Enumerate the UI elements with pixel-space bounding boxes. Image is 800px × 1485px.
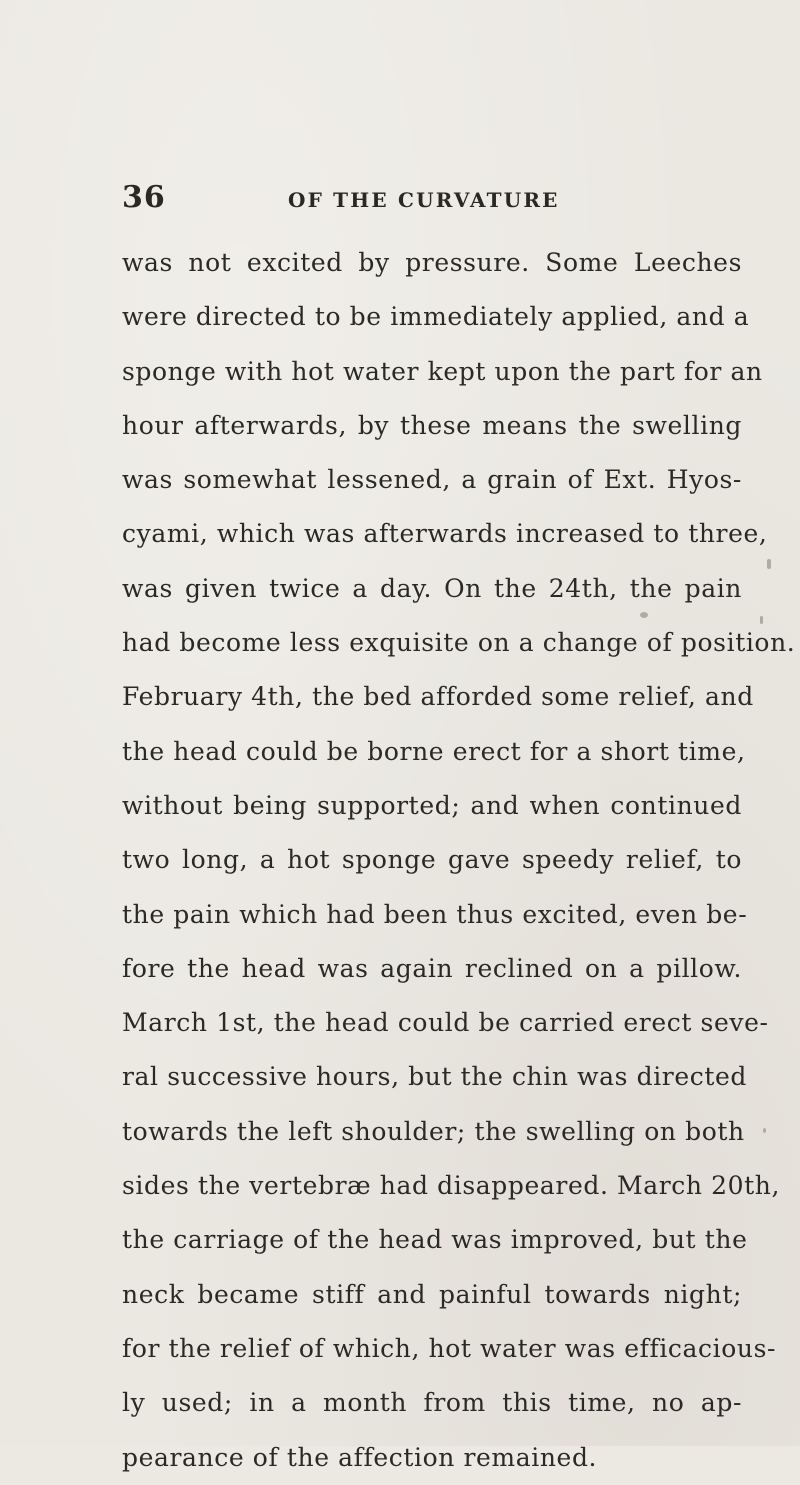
text-line: ly used; in a month from this time, no ap- xyxy=(122,1388,742,1418)
text-line: had become less exquisite on a change of position. xyxy=(122,628,796,658)
ink-speck xyxy=(760,616,763,624)
text-line: two long, a hot sponge gave speedy relief, to xyxy=(122,845,742,875)
ink-speck xyxy=(763,1128,766,1133)
text-line: the pain which had been thus excited, even be- xyxy=(122,899,748,929)
text-line: February 4th, the bed afforded some relief, and xyxy=(122,682,754,712)
text-line: for the relief of which, hot water was efficacious- xyxy=(122,1333,777,1363)
text-line: was somewhat lessened, a grain of Ext. Hyos- xyxy=(122,465,742,495)
text-line: the carriage of the head was improved, but the xyxy=(122,1225,748,1255)
text-line: hour afterwards, by these means the swelling xyxy=(122,410,742,440)
running-head xyxy=(122,178,682,218)
text-line: was given twice a day. On the 24th, the pain xyxy=(122,573,742,603)
body-text xyxy=(122,236,796,1485)
text-line: fore the head was again reclined on a pillow. xyxy=(122,953,742,983)
page-number: 36 xyxy=(122,180,166,215)
text-line: the head could be borne erect for a short time, xyxy=(122,736,746,766)
text-line: was not excited by pressure. Some Leeches xyxy=(122,248,742,277)
text-line: cyami, which was afterwards increased to three, xyxy=(122,519,768,549)
ink-speck xyxy=(767,559,771,569)
running-title: OF THE CURVATURE xyxy=(288,188,560,212)
text-line: ral successive hours, but the chin was directed xyxy=(122,1062,747,1092)
text-line: neck became stiff and painful towards night; xyxy=(122,1279,742,1309)
text-line: were directed to be immediately applied, and a xyxy=(122,302,750,332)
text-line: sponge with hot water kept upon the part for an xyxy=(122,356,763,386)
text-line: towards the left shoulder; the swelling on both xyxy=(122,1116,745,1146)
text-line: sides the vertebræ had disappeared. March 20th, xyxy=(122,1171,781,1201)
ink-speck xyxy=(640,612,648,618)
text-line: March 1st, the head could be carried erect seve- xyxy=(122,1008,769,1038)
text-line: without being supported; and when continued xyxy=(122,790,742,820)
text-line: pearance of the affection remained. xyxy=(122,1442,598,1472)
